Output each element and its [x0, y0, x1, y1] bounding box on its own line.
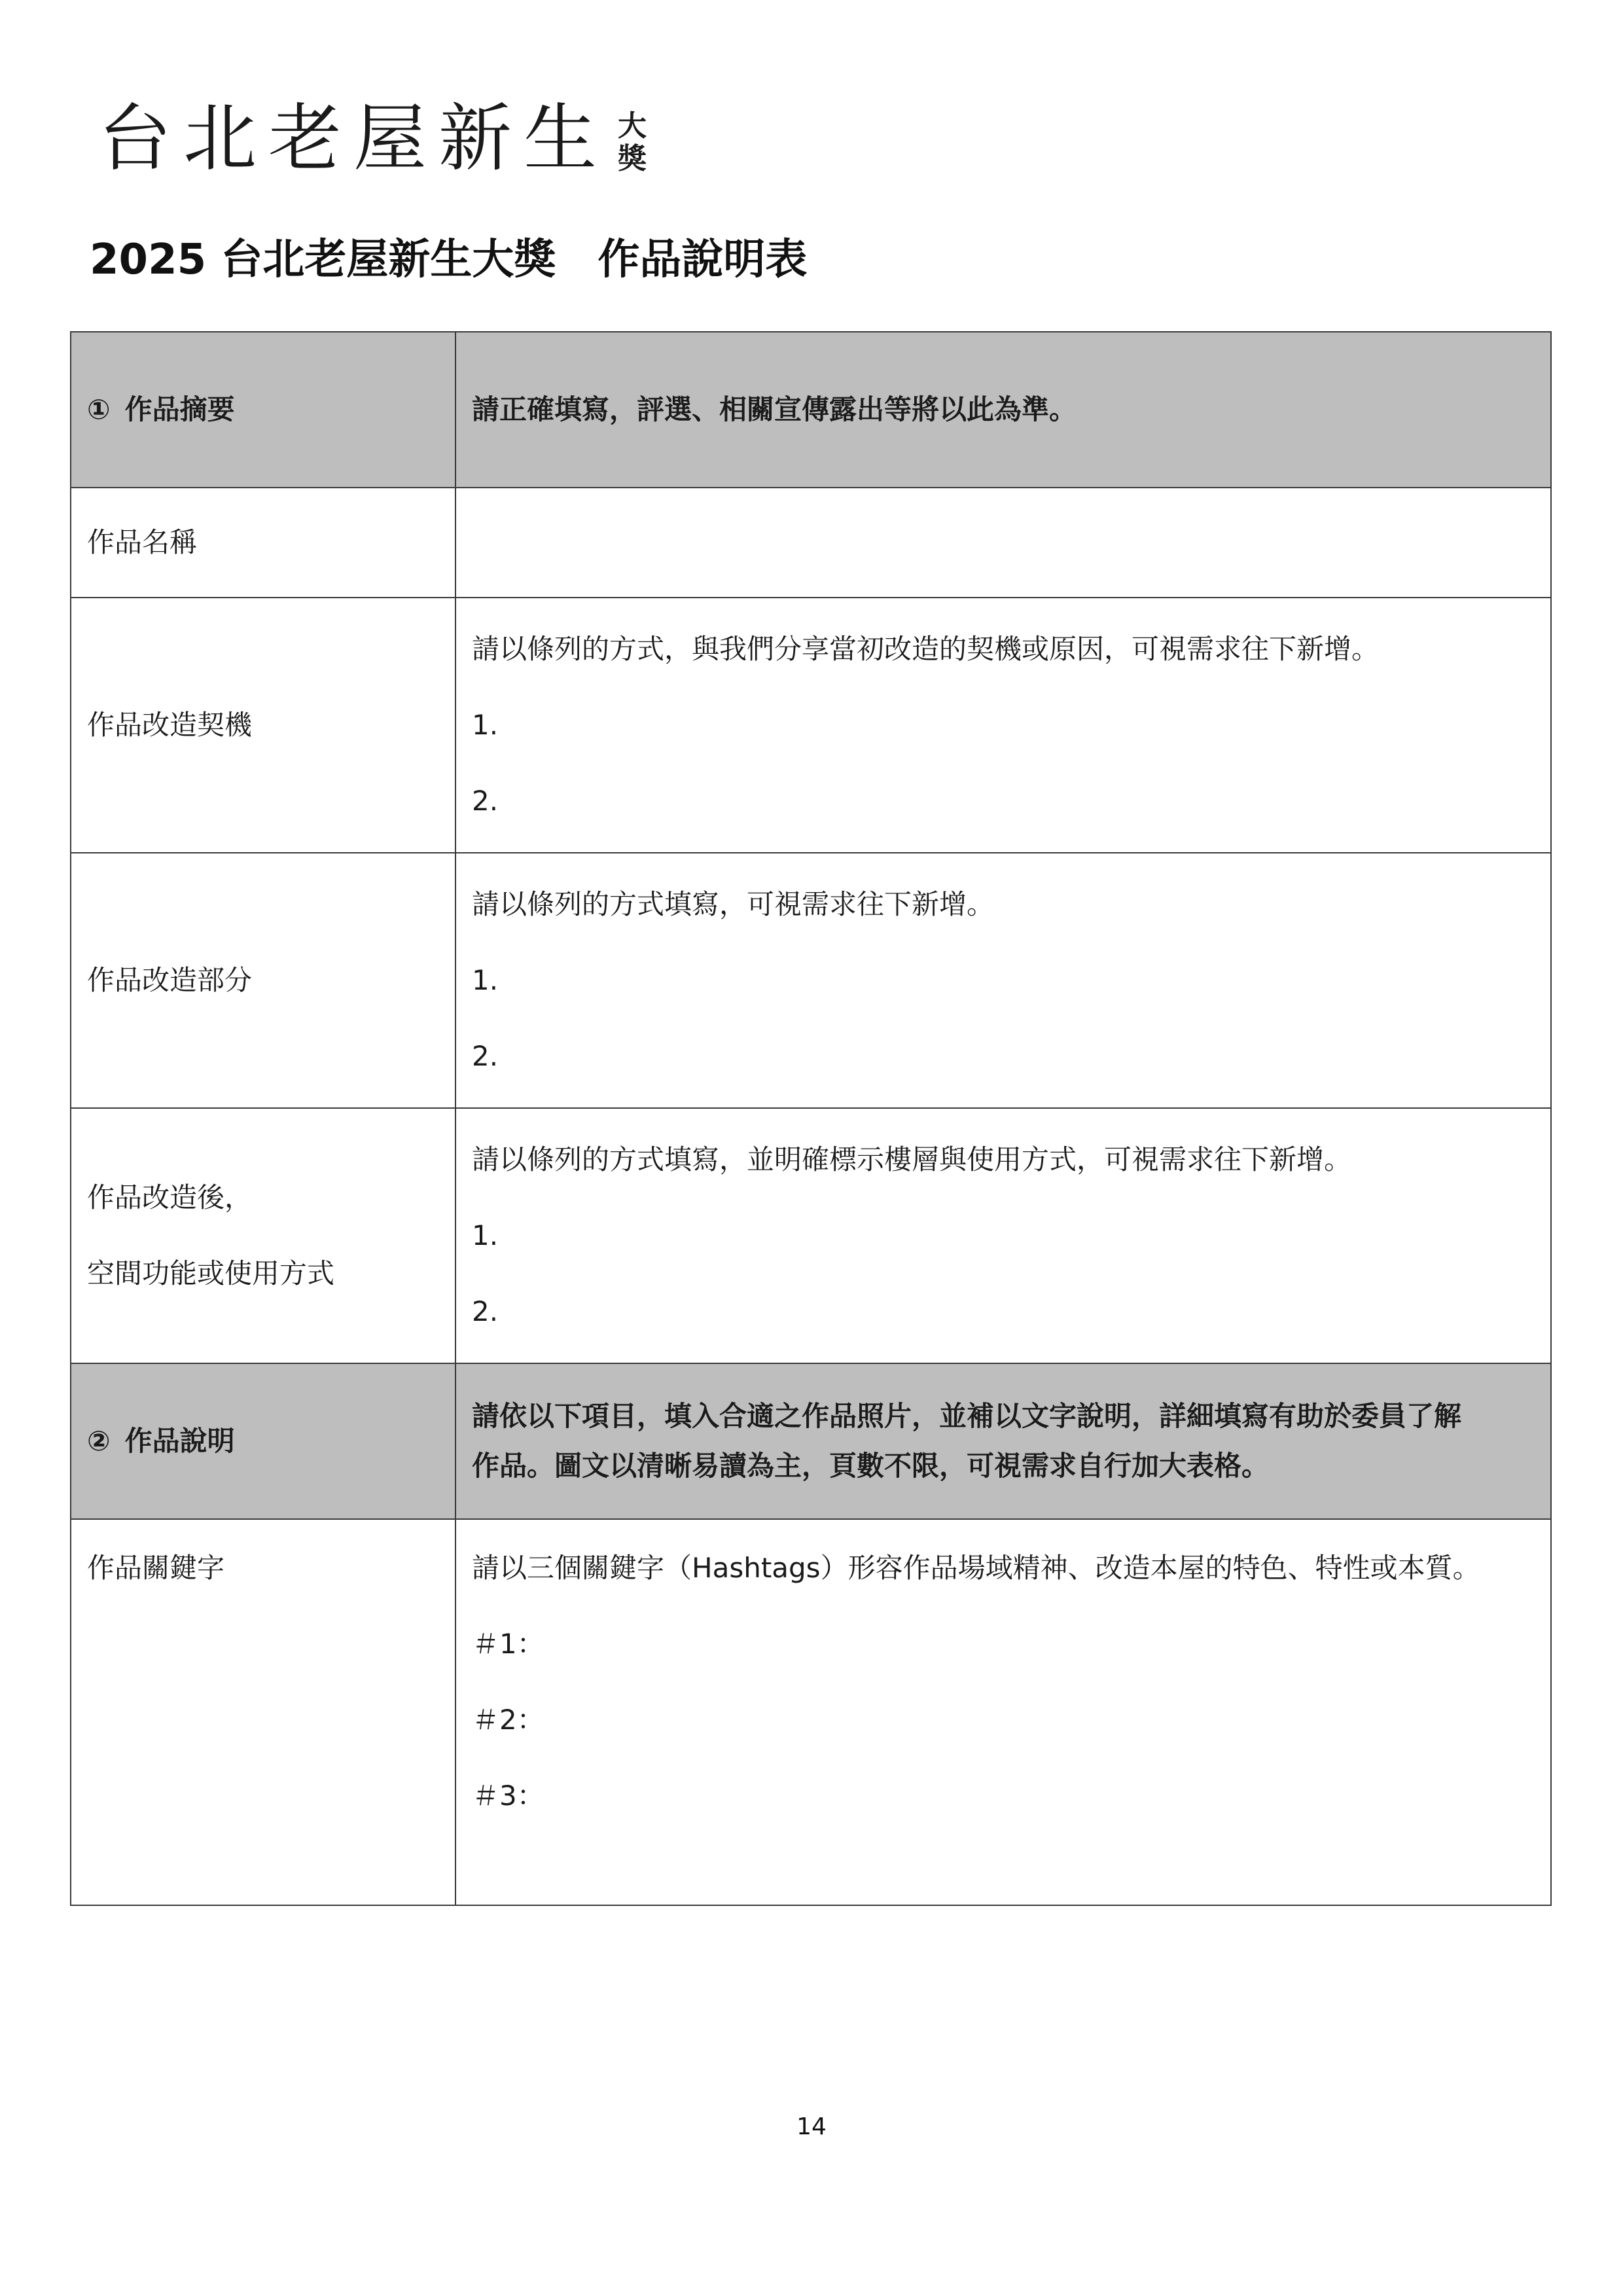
space-usage-item-1: 1. [472, 1219, 499, 1251]
renovated-parts-label: 作品改造部分 [71, 853, 455, 1108]
logo-wordmark: 台北老屋新生 [98, 96, 609, 181]
form-row-keywords [71, 1519, 1551, 1905]
logo-award-mark [618, 110, 647, 175]
document-title-sub: 作品說明表 [597, 236, 808, 284]
section-number-2: ② [87, 1425, 111, 1457]
entry-form-table [70, 331, 1552, 1906]
logo-award-top: 大 [618, 109, 647, 143]
logo-award-bottom: 獎 [618, 142, 647, 175]
renovated-parts-item-1: 1. [472, 964, 499, 996]
form-row-work-name [71, 488, 1551, 598]
renovation-motive-label: 作品改造契機 [71, 598, 455, 853]
work-name-field[interactable] [455, 488, 1551, 598]
form-row-renovated-parts [71, 853, 1551, 1108]
renovated-parts-field[interactable] [455, 853, 1551, 1108]
keyword-2: ＃2： [472, 1704, 544, 1736]
space-usage-field[interactable] [455, 1108, 1551, 1363]
keywords-label: 作品關鍵字 [71, 1519, 455, 1905]
section-header-description-note: 請依以下項目，填入合適之作品照片，並補以文字說明，詳細填寫有助於委員了解 作品。圖文以清晰易讀為主，頁數不限，可視需求自行加大表格。 [455, 1363, 1551, 1519]
space-usage-item-2: 2. [472, 1295, 499, 1327]
section-header-summary-note: 請正確填寫，評選、相關宣傳露出等將以此為準。 [455, 332, 1551, 488]
section-header-description [71, 1363, 1551, 1519]
space-usage-label: 作品改造後， 空間功能或使用方式 [71, 1108, 455, 1363]
keyword-1: ＃1： [472, 1628, 544, 1660]
section-number-1: ① [87, 393, 111, 425]
renovated-parts-instruction: 請以條列的方式填寫，可視需求往下新增。 [472, 888, 995, 920]
keywords-field[interactable] [455, 1519, 1551, 1905]
section-header-summary [71, 332, 1551, 488]
form-row-renovation-motive [71, 598, 1551, 853]
renovation-motive-field[interactable] [455, 598, 1551, 853]
award-logo [98, 98, 647, 179]
section-header-summary-label: ① 作品摘要 [71, 332, 455, 488]
section-header-description-label: ② 作品說明 [71, 1363, 455, 1519]
keyword-3: ＃3： [472, 1780, 544, 1812]
work-name-label: 作品名稱 [71, 488, 455, 598]
space-usage-instruction: 請以條列的方式填寫，並明確標示樓層與使用方式，可視需求往下新增。 [472, 1143, 1352, 1175]
keywords-instruction: 請以三個關鍵字（Hashtags）形容作品場域精神、改造本屋的特色、特性或本質。 [472, 1552, 1480, 1584]
renovation-motive-instruction: 請以條列的方式，與我們分享當初改造的契機或原因，可視需求往下新增。 [472, 633, 1380, 665]
renovation-motive-item-1: 1. [472, 709, 499, 741]
document-title-main: 2025 台北老屋新生大獎 [90, 236, 556, 284]
form-row-space-usage [71, 1108, 1551, 1363]
renovation-motive-item-2: 2. [472, 785, 499, 817]
document-title [90, 230, 807, 289]
renovated-parts-item-2: 2. [472, 1040, 499, 1072]
page-number: 14 [796, 2113, 827, 2140]
